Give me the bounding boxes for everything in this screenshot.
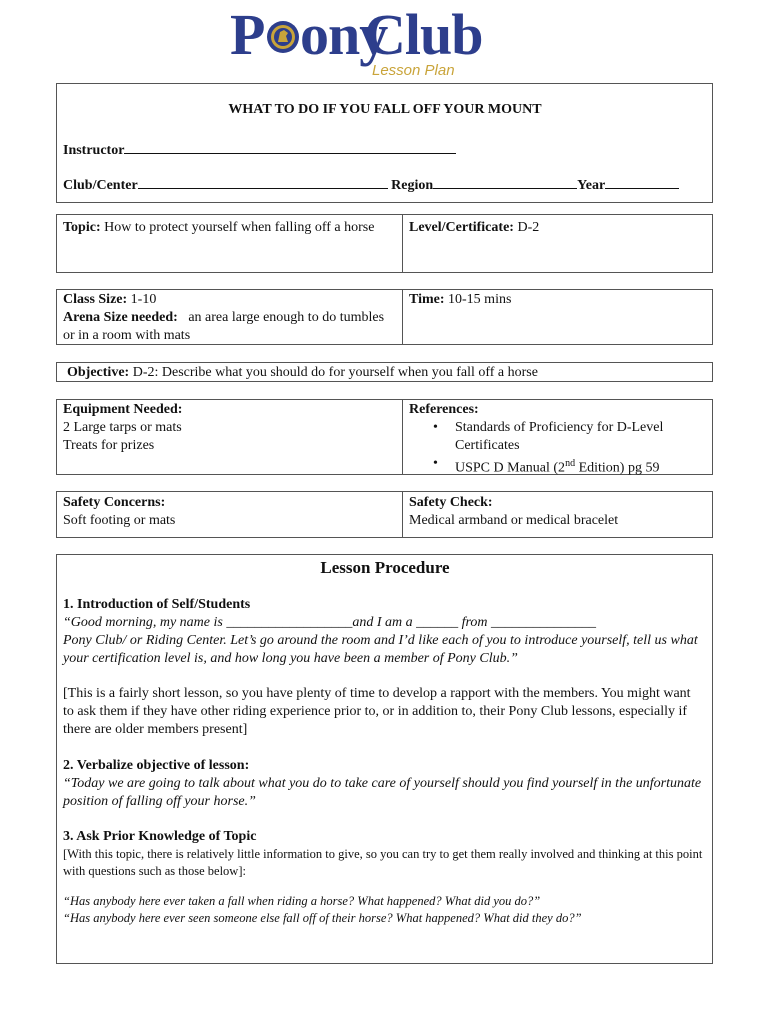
document-title: WHAT TO DO IF YOU FALL OFF YOUR MOUNT: [228, 102, 542, 117]
section-1-heading: 1. Introduction of Self/Students: [63, 597, 251, 612]
section-2-heading: 2. Verbalize objective of lesson:: [63, 758, 250, 773]
club-label: Club/Center: [63, 178, 138, 193]
pony-club-logo: [230, 4, 510, 80]
arena-value: an area large enough to do tumbles or in a room with mats: [63, 310, 385, 343]
safety-concerns-cell: [63, 494, 393, 530]
logo-word-ony: ony: [300, 2, 388, 67]
objective-label: Objective:: [67, 365, 130, 380]
section-1-note: [This is a fairly short lesson, so you have plenty of time to develop a rapport with the members. You might want to ask them if they have other riding experience prior to, or in addition to, their Pony Club lessons, especially if there are older members present]: [63, 686, 691, 737]
question-1: “Has anybody here ever taken a fall when riding a horse? What happened? What did you do?”: [63, 894, 541, 908]
year-label: Year: [577, 178, 606, 193]
level-label: Level/Certificate:: [409, 220, 514, 235]
safety-concerns-value: Soft footing or mats: [63, 513, 176, 528]
logo-subtitle: Lesson Plan: [372, 62, 455, 79]
reference-item: • USPC D Manual (2nd Edition) pg 59: [455, 455, 709, 478]
instructor-label: Instructor: [63, 143, 125, 158]
equipment-item: Treats for prizes: [63, 438, 155, 453]
logo-letter-p: P: [230, 2, 265, 67]
instructor-field[interactable]: [124, 139, 456, 154]
procedure-section-3: [63, 828, 703, 880]
section-3-note: [With this topic, there is relatively little information to give, so you can try to get them really involved and thinking at this point with questions such as those below]:: [63, 847, 703, 878]
class-size-cell: [63, 291, 393, 345]
horseshoe-emblem-icon: [265, 18, 301, 56]
section-1-quote-line2: Pony Club/ or Riding Center. Let’s go around the room and I’d like each of you to introduce yourself, tell us what your certification level is, and how long you have been a member of Pony Club.”: [63, 633, 698, 666]
question-2: “Has anybody here ever seen someone else fall off of their horse? What happened? What did they do?”: [63, 911, 582, 925]
procedure-section-1: [63, 596, 703, 668]
objective-cell: [67, 364, 707, 382]
equipment-item: 2 Large tarps or mats: [63, 420, 182, 435]
equipment-cell: [63, 401, 393, 455]
class-size-label: Class Size:: [63, 292, 128, 307]
topic-cell: [63, 219, 393, 237]
club-line: [63, 174, 679, 194]
year-field[interactable]: [605, 174, 679, 189]
procedure-title: Lesson Procedure: [320, 558, 450, 577]
safety-concerns-label: Safety Concerns:: [63, 495, 166, 510]
reference-item: • Standards of Proficiency for D-Level Certificates: [455, 419, 709, 455]
arena-label: Arena Size needed:: [63, 310, 178, 325]
section-1-quote-line1: “Good morning, my name is __________________and I am a ______ from _______________: [63, 615, 597, 630]
safety-check-value: Medical armband or medical bracelet: [409, 513, 619, 528]
level-cell: [409, 219, 709, 237]
time-label: Time:: [409, 292, 445, 307]
instructor-line: [63, 139, 456, 159]
references-label: References:: [409, 402, 479, 417]
logo-word-club: Club: [364, 2, 483, 67]
procedure-section-2: [63, 757, 703, 811]
topic-label: Topic:: [63, 220, 101, 235]
level-value: D-2: [517, 220, 540, 235]
references-cell: [409, 401, 709, 478]
safety-check-label: Safety Check:: [409, 495, 493, 510]
section-2-quote: “Today we are going to talk about what you do to take care of yourself should you find yourself in the unfortunate position of falling off your horse.”: [63, 776, 702, 809]
procedure-note-1: [63, 685, 703, 739]
procedure-questions: [63, 893, 703, 927]
section-3-heading: 3. Ask Prior Knowledge of Topic: [63, 829, 257, 844]
region-label: Region: [391, 178, 434, 193]
safety-check-cell: [409, 494, 709, 530]
club-field[interactable]: [138, 174, 388, 189]
objective-value: D-2: Describe what you should do for yourself when you fall off a horse: [132, 365, 538, 380]
time-cell: [409, 291, 709, 309]
time-value: 10-15 mins: [448, 292, 512, 307]
topic-value: How to protect yourself when falling off a horse: [104, 220, 375, 235]
references-list: [409, 419, 709, 478]
region-field[interactable]: [433, 174, 577, 189]
class-size-value: 1-10: [130, 292, 157, 307]
equipment-label: Equipment Needed:: [63, 402, 183, 417]
